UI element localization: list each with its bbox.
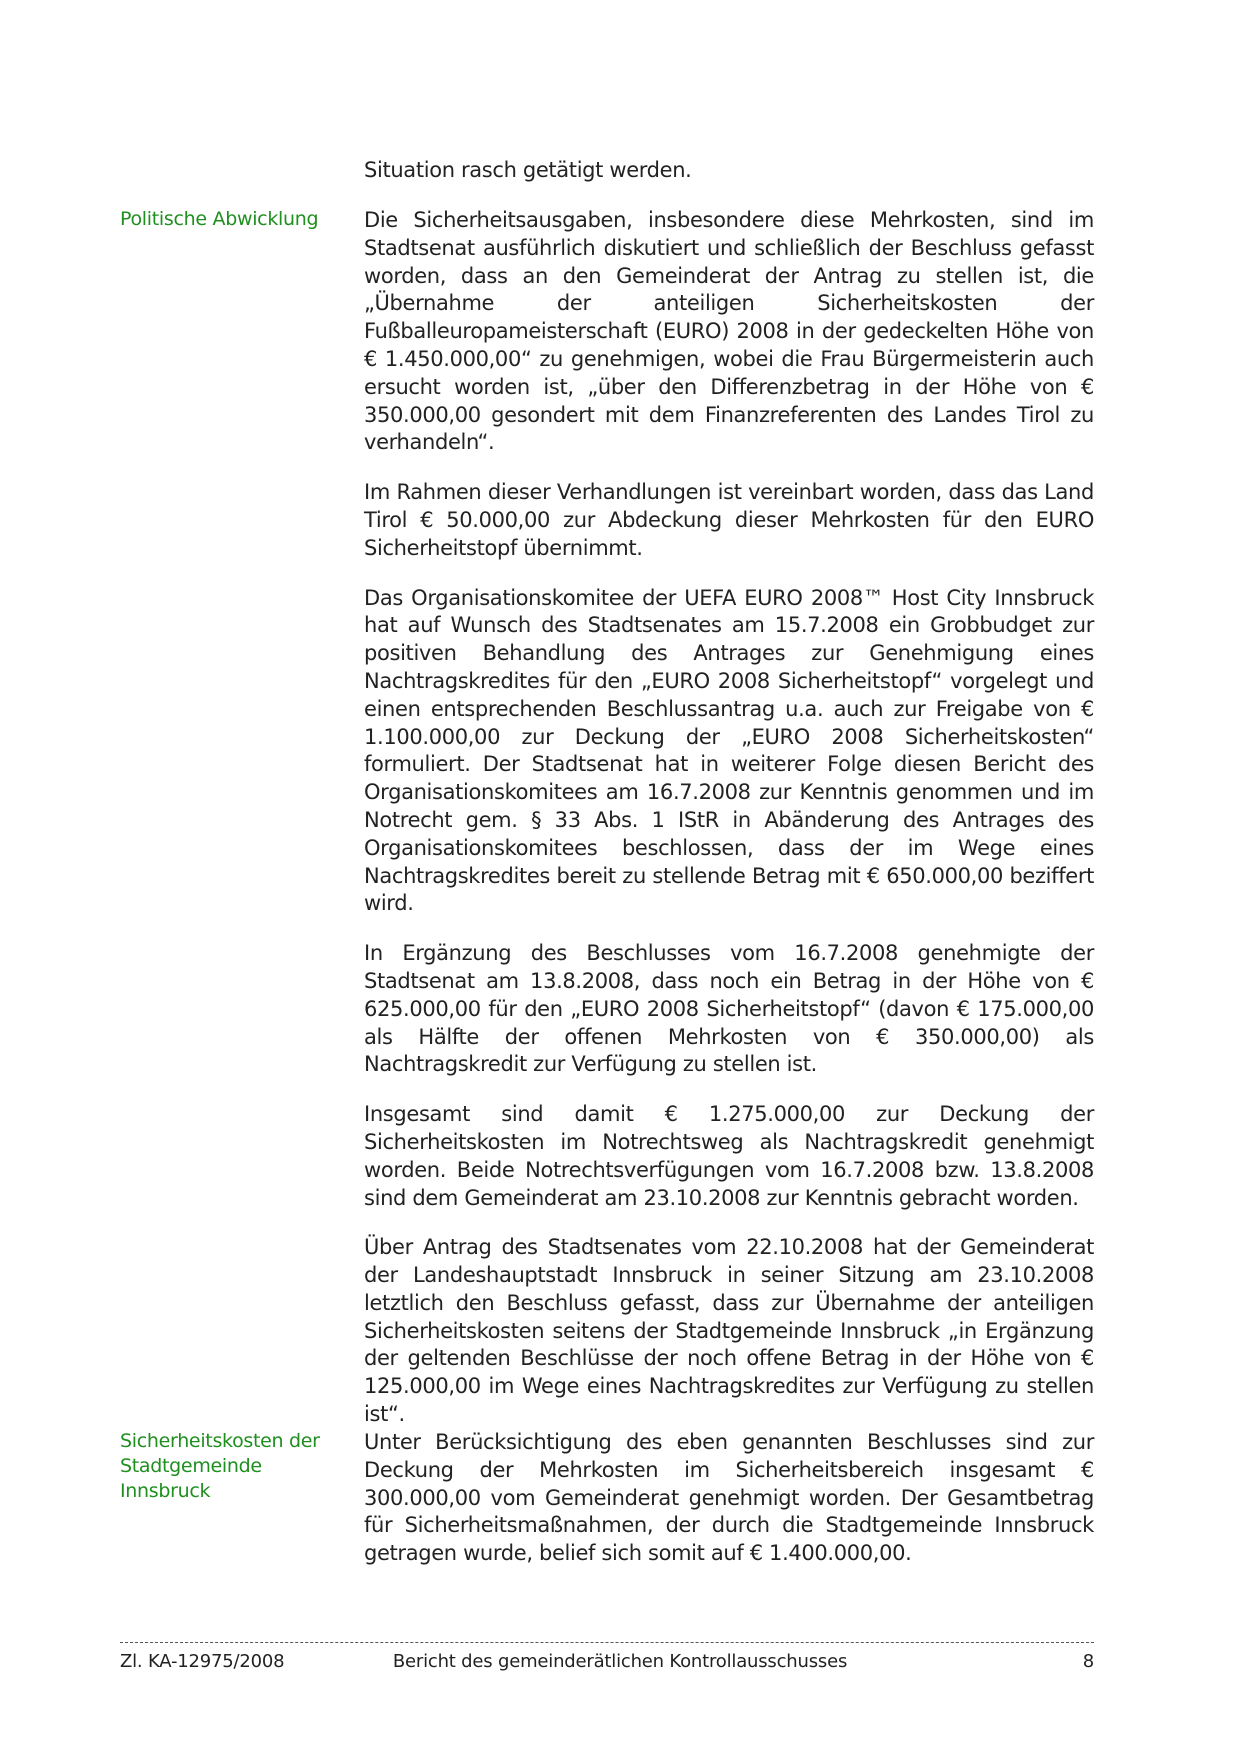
margin-heading-politische-abwicklung: Politische Abwicklung [120, 208, 319, 230]
body-paragraph: Unter Berücksichtigung des eben genannten Beschlusses sind zur Deckung der Mehrkosten im Sicherheitsbereich insgesamt € 300.000,00 vom Gemeinderat genehmigt worden. Der Gesamtbetrag für Sicherheitsmaßnahmen, der durch die Stadtgemeinde Innsbruck getragen wurde, belief sich somit auf € 1.400.000,00. [364, 1430, 1094, 1566]
margin-heading-sicherheitskosten: Sicherheitskosten der Stadtgemeinde Innsbruck [120, 1430, 320, 1502]
intro-line [364, 157, 1094, 207]
footer-title: Bericht des gemeinderätlichen Kontrollausschusses [392, 1651, 848, 1672]
body-paragraph: In Ergänzung des Beschlusses vom 16.7.2008 genehmigte der Stadtsenat am 13.8.2008, dass noch ein Betrag in der Höhe von € 625.000,00 für den „EURO 2008 Sicherheitstopf“ (davon € 175.000,00 als Hälfte der offenen Mehrkosten von € 350.000,00) als Nachtragskredit zur Verfügung zu stellen ist. [364, 941, 1094, 1077]
body-paragraph: Das Organisationskomitee der UEFA EURO 2008™ Host City Innsbruck hat auf Wunsch des Stadtsenates am 15.7.2008 ein Grobbudget zur positiven Behandlung des Antrages zur Genehmigung eines Nachtragskredites für den „EURO 2008 Sicherheitstopf“ vorgelegt und einen entsprechenden Beschlussantrag u.a. auch zur Freigabe von € 1.100.000,00 zur Deckung der „EURO 2008 Sicherheitskosten“ formuliert. Der Stadtsenat hat in weiterer Folge diesen Bericht des Organisationskomitees am 16.7.2008 zur Kenntnis genommen und im Notrecht gem. § 33 Abs. 1 IStR in Abänderung des Antrages des Organisationskomitees beschlossen, dass der im Wege eines Nachtragskredites bereit zu stellende Betrag mit € 650.000,00 beziffert wird. [364, 585, 1094, 916]
footer-page-number: 8 [1082, 1651, 1094, 1672]
body-paragraph: Insgesamt sind damit € 1.275.000,00 zur Deckung der Sicherheitskosten im Notrechtsweg als Nachtragskredit genehmigt worden. Beide Notrechtsverfügungen vom 16.7.2008 bzw. 13.8.2008 sind dem Gemeinderat am 23.10.2008 zur Kenntnis gebracht worden. [364, 1102, 1094, 1210]
body-paragraph: Im Rahmen dieser Verhandlungen ist vereinbart worden, dass das Land Tirol € 50.000,00 zur Abdeckung dieser Mehrkosten für den EURO Sicherheitstopf übernimmt. [364, 480, 1094, 560]
body-paragraph: Über Antrag des Stadtsenates vom 22.10.2008 hat der Gemeinderat der Landeshauptstadt Innsbruck in seiner Sitzung am 23.10.2008 letztlich den Beschluss gefasst, dass zur Übernahme der anteiligen Sicherheitskosten seitens der Stadtgemeinde Innsbruck „in Ergänzung der geltenden Beschlüsse der noch offene Betrag in der Höhe von € 125.000,00 im Wege eines Nachtragskredites zur Verfügung zu stellen ist“. [364, 1235, 1094, 1427]
footer-divider [120, 1642, 1094, 1643]
body-paragraph: Die Sicherheitsausgaben, insbesondere diese Mehrkosten, sind im Stadtsenat ausführlich diskutiert und schließlich der Beschluss gefasst worden, dass an den Gemeinderat der Antrag zu stellen ist, die „Übernahme der anteiligen Sicherheitskosten der Fußballeuropameisterschaft (EURO) 2008 in der gedeckelten Höhe von € 1.450.000,00“ zu genehmigen, wobei die Frau Bürgermeisterin auch ersucht worden ist, „über den Differenzbetrag in der Höhe von € 350.000,00 gesondert mit dem Finanzreferenten des Landes Tirol zu verhandeln“. [364, 208, 1094, 455]
body-paragraph: Situation rasch getätigt werden. [364, 158, 692, 182]
section-politische-abwicklung [364, 207, 1094, 1451]
footer-reference: Zl. KA-12975/2008 [120, 1651, 285, 1672]
section-sicherheitskosten [364, 1429, 1094, 1590]
